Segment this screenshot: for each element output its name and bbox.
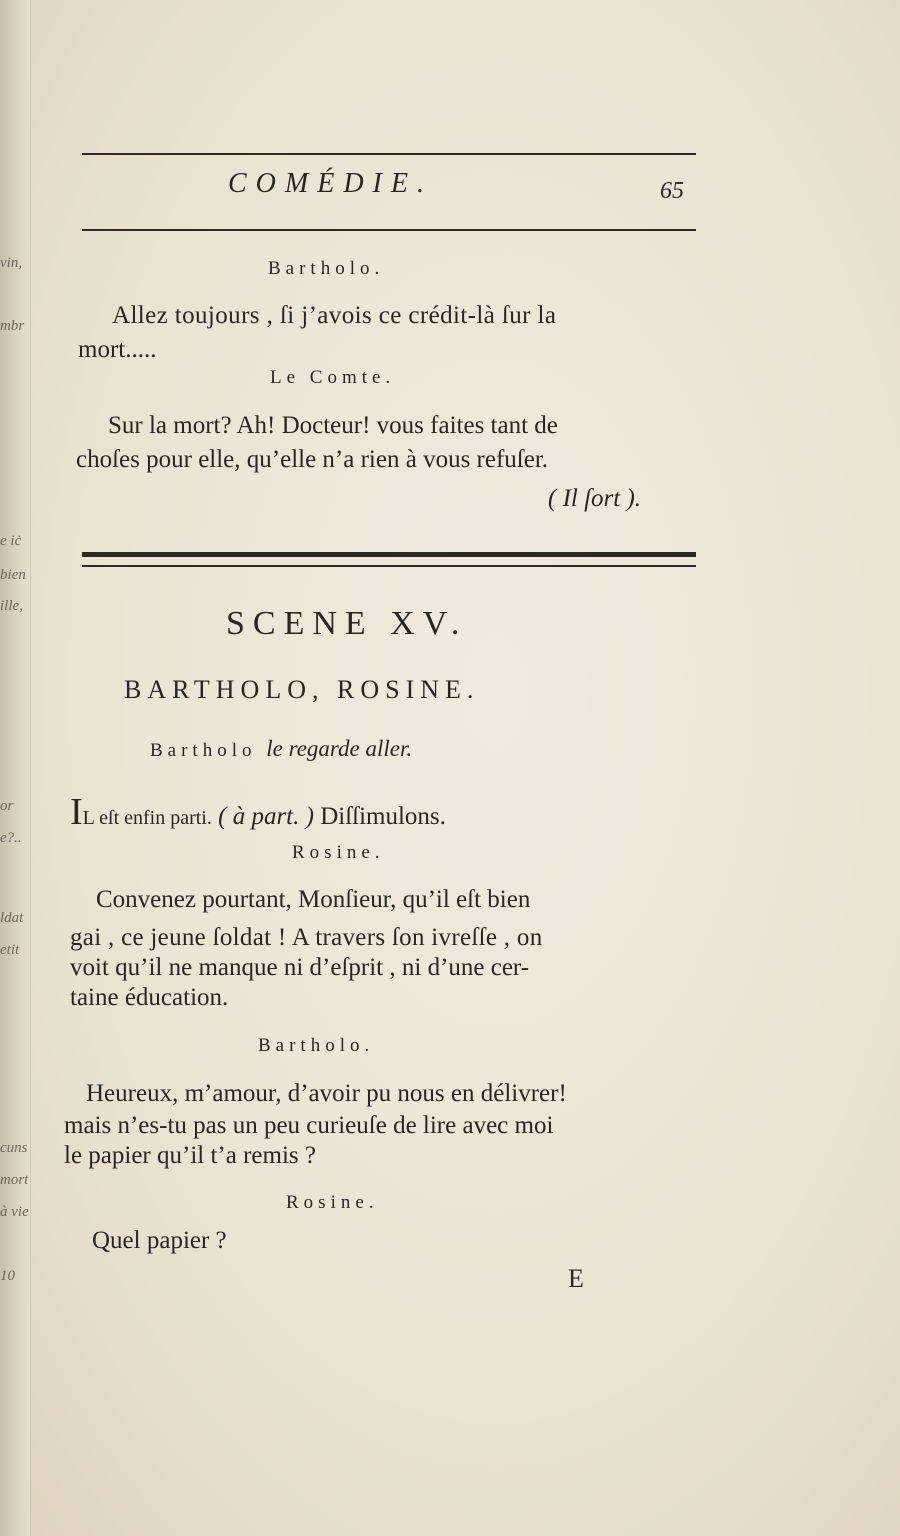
margin-fragment: etit <box>0 942 20 958</box>
margin-fragment: cuns <box>0 1140 28 1156</box>
scene-characters: BARTHOLO, ROSINE. <box>124 675 480 704</box>
speaker-name: Rosine. <box>292 842 385 863</box>
line-text: Diſſimulons. <box>320 803 446 830</box>
dialogue-line: taine éducation. <box>70 984 229 1011</box>
margin-fragment: ldat <box>0 910 24 926</box>
margin-fragment: e iċ <box>0 533 22 549</box>
margin-fragment: vin, <box>0 255 23 271</box>
margin-fragment: 10 <box>0 1268 15 1284</box>
dialogue-line: Quel papier ? <box>92 1227 227 1254</box>
dialogue-line: Heureux, m’amour, d’avoir pu nous en délivrer! <box>86 1080 567 1107</box>
aside-direction: ( à part. ) <box>218 803 314 830</box>
dialogue-line: mais n’es-tu pas un peu curieuſe de lire avec moi <box>64 1112 554 1139</box>
dialogue-line: Convenez pourtant, Monſieur, qu’il eſt bien <box>96 886 531 913</box>
header-rule-top <box>82 153 696 155</box>
margin-fragment: mort <box>0 1172 29 1188</box>
dialogue-line: voit qu’il ne manque ni d’eſprit , ni d’une cer- <box>70 954 530 981</box>
scene-rule-thin <box>82 565 696 567</box>
speaker-name: Bartholo <box>150 740 257 761</box>
margin-fragment: or <box>0 798 14 814</box>
margin-fragment: bien <box>0 567 26 583</box>
dialogue-line: choſes pour elle, qu’elle n’a rien à vous refuſer. <box>76 446 549 473</box>
line-text: L eſt enfin parti. <box>82 807 212 829</box>
speaker-name: Bartholo. <box>268 258 385 279</box>
scene-title: SCENE XV. <box>226 605 468 642</box>
page-number: 65 <box>660 178 684 204</box>
margin-fragment: e?.. <box>0 830 22 846</box>
running-head-title: COMÉDIE. <box>228 168 433 199</box>
dialogue-line <box>70 790 446 834</box>
dialogue-line: gai , ce jeune ſoldat ! A travers ſon ivreſſe , on <box>70 924 543 951</box>
dialogue-line: Sur la mort? Ah! Docteur! vous faites tant de <box>108 412 558 439</box>
dialogue-line: Allez toujours , ſi j’avois ce crédit-là ſur la <box>112 302 557 329</box>
margin-fragment: mbr <box>0 318 25 334</box>
drop-cap: I <box>70 791 83 833</box>
header-rule-bottom <box>82 229 696 231</box>
speaker-line <box>150 736 412 762</box>
speaker-name: Bartholo. <box>258 1035 375 1056</box>
catchword: E <box>568 1264 584 1293</box>
speaker-name: Le Comte. <box>270 367 396 388</box>
speaker-name: Rosine. <box>286 1192 379 1213</box>
dialogue-line: mort..... <box>78 336 157 363</box>
facing-page-edge <box>0 0 31 1536</box>
speaker-direction: le regarde aller. <box>266 736 413 761</box>
margin-fragment: ille, <box>0 598 23 614</box>
scene-rule-thick <box>82 552 696 557</box>
stage-direction: ( Il ſort ). <box>548 485 642 512</box>
dialogue-line: le papier qu’il t’a remis ? <box>64 1142 316 1169</box>
margin-fragment: à vie <box>0 1204 29 1220</box>
